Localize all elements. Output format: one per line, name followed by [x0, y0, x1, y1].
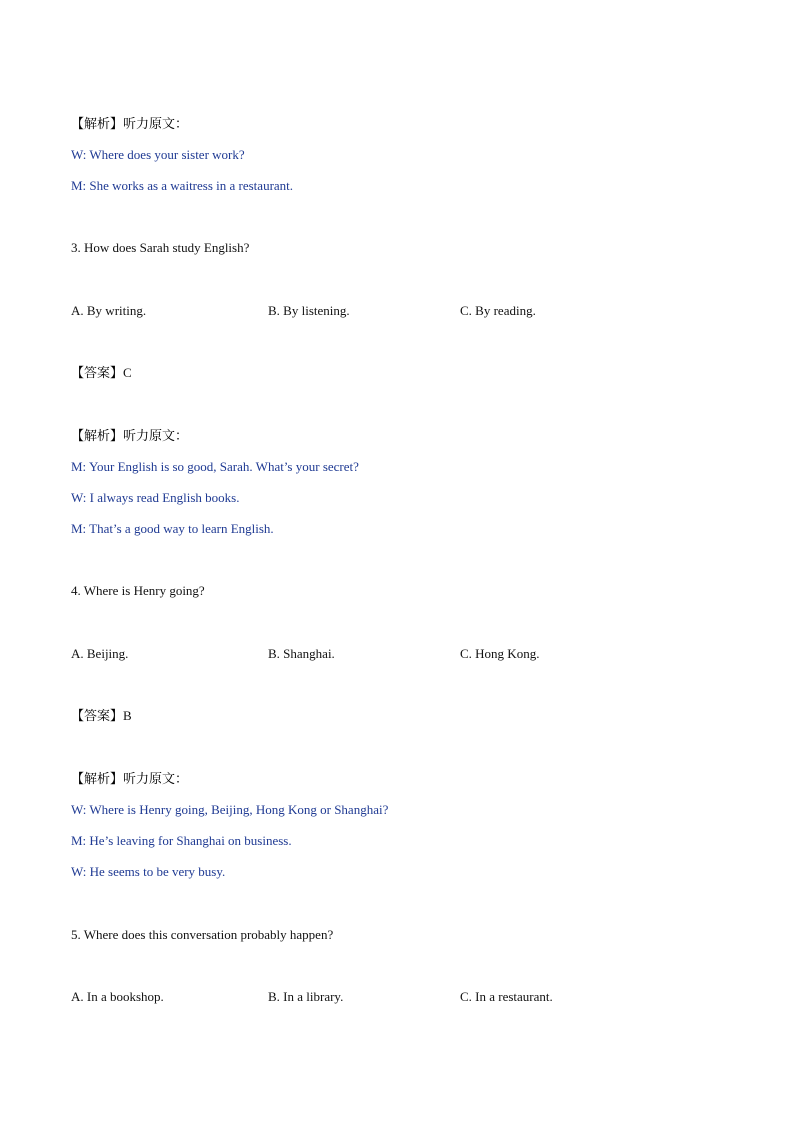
- q5-option-a: A. In a bookshop.: [71, 989, 164, 1004]
- answer-value: B: [123, 708, 132, 723]
- transcript-line: W: I always read English books.: [71, 490, 240, 505]
- q3-option-b: B. By listening.: [268, 303, 350, 318]
- question-3: 3. How does Sarah study English?: [71, 240, 250, 255]
- transcript-line: M: He’s leaving for Shanghai on business.: [71, 833, 292, 848]
- q5-option-b: B. In a library.: [268, 989, 344, 1004]
- q3-answer: [71, 365, 132, 381]
- transcript-line: W: Where does your sister work?: [71, 147, 245, 162]
- q3-option-a: A. By writing.: [71, 303, 147, 318]
- q5-option-c: C. In a restaurant.: [460, 989, 553, 1004]
- q3-option-c: C. By reading.: [460, 303, 536, 318]
- answer-value: C: [123, 365, 132, 380]
- transcript-line: W: He seems to be very busy.: [71, 864, 226, 879]
- analysis-label-3: 【解析】听力原文：: [71, 428, 189, 443]
- q4-option-c: C. Hong Kong.: [460, 646, 540, 661]
- analysis-label-4: 【解析】听力原文：: [71, 771, 189, 786]
- answer-label: 【答案】: [71, 365, 124, 380]
- analysis-label-1: 【解析】听力原文：: [71, 116, 189, 131]
- transcript-line: W: Where is Henry going, Beijing, Hong Kong or Shanghai?: [71, 802, 389, 817]
- q4-option-b: B. Shanghai.: [268, 646, 335, 661]
- answer-label: 【答案】: [71, 708, 124, 723]
- q4-answer: [71, 708, 132, 724]
- transcript-line: M: Your English is so good, Sarah. What’s your secret?: [71, 459, 359, 474]
- question-4: 4. Where is Henry going?: [71, 583, 205, 598]
- q4-option-a: A. Beijing.: [71, 646, 129, 661]
- question-5: 5. Where does this conversation probably happen?: [71, 927, 334, 942]
- transcript-line: M: She works as a waitress in a restaurant.: [71, 178, 294, 193]
- transcript-line: M: That’s a good way to learn English.: [71, 521, 274, 536]
